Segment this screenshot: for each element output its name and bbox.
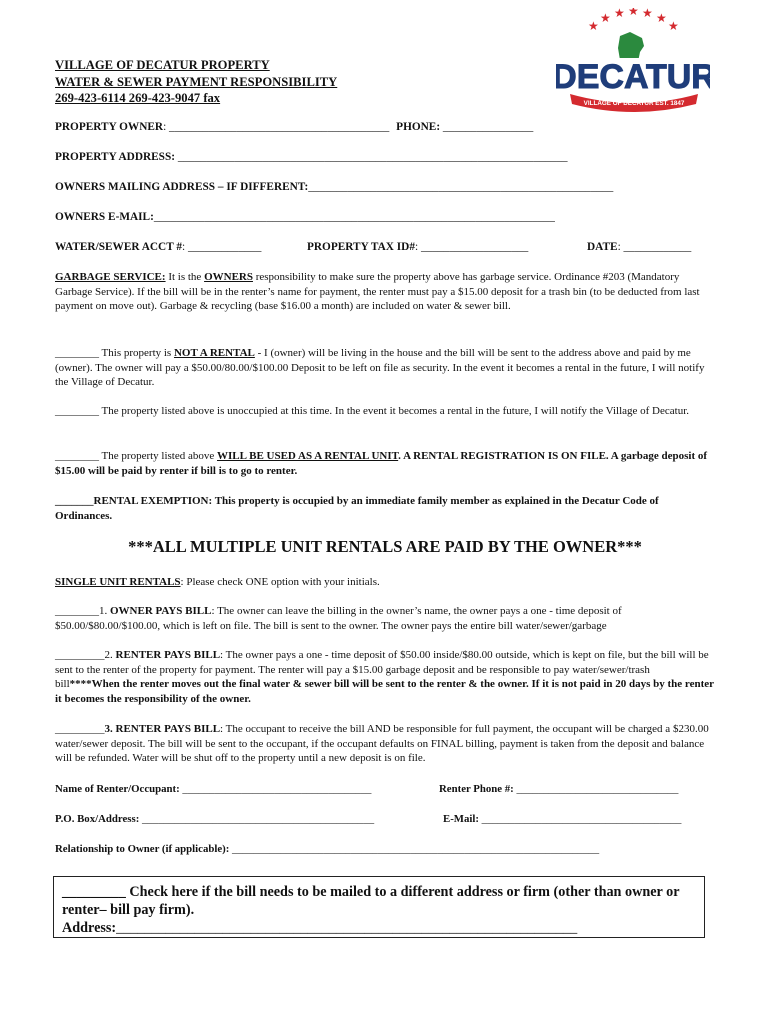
po-box-field[interactable]: ___________________________________________ — [139, 813, 375, 825]
acct-label: WATER/SEWER ACCT # — [55, 241, 183, 253]
svg-text:★: ★ — [614, 8, 625, 20]
date-field[interactable]: : ____________ — [617, 241, 692, 253]
email-row — [55, 211, 555, 223]
svg-text:★: ★ — [588, 19, 599, 33]
tax-id-label: PROPERTY TAX ID# — [307, 241, 415, 253]
option-3-title: RENTER PAYS BILL — [115, 723, 221, 735]
exemption-initials-field[interactable]: _______ — [55, 495, 94, 507]
property-address-label: PROPERTY ADDRESS: — [55, 151, 176, 163]
tax-row — [307, 241, 528, 253]
garbage-text-2: responsibility to make sure the property above has garbage service. Ordinance #203 (Mandatory Garbage Service). If the bill will be in the renter’s name for payment, the renter must pay a $15.00 deposit for a trash bin (to be deducted from last payment on move out). Garbage & recycling (base $16.00 a month) are included on water & sewer bill. — [55, 271, 700, 312]
alternate-address-field[interactable]: _________________________________________________________________ — [116, 920, 578, 936]
svg-text:★: ★ — [628, 8, 639, 18]
option-1-owner-pays — [55, 604, 717, 633]
single-unit-heading-row — [55, 575, 717, 590]
mailing-row — [55, 181, 613, 193]
mailing-address-label: OWNERS MAILING ADDRESS – IF DIFFERENT: — [55, 181, 309, 193]
owners-emphasis: OWNERS — [204, 271, 253, 283]
address-row — [55, 151, 568, 163]
garbage-heading: GARBAGE SERVICE: — [55, 271, 166, 283]
renter-phone-row — [439, 783, 678, 795]
owner-label: PROPERTY OWNER — [55, 121, 164, 133]
option-not-rental — [55, 346, 717, 390]
mailing-address-field[interactable]: ______________________________________________________ — [308, 181, 614, 193]
option-2-initials-field[interactable]: _________ — [55, 649, 105, 661]
svg-text:★: ★ — [642, 8, 653, 20]
date-label: DATE — [587, 241, 618, 253]
header-title: WATER & SEWER PAYMENT RESPONSIBILITY — [55, 74, 338, 89]
option-2-text: : The owner pays a one - time deposit of $50.00 inside/$80.00 outside, which is kept on file, but the bill will be sent to the renter of the property for payment. The renter will pay a $15.00 garbage deposit and be responsible to pay water/sewer/trash bill — [55, 649, 709, 690]
alternate-address-row — [62, 919, 704, 937]
option-2-title: RENTER PAYS BILL — [115, 649, 221, 661]
tax-id-field[interactable]: : ___________________ — [414, 241, 529, 253]
option-rental-unit — [55, 449, 717, 478]
relationship-label: Relationship to Owner (if applicable): — [55, 843, 230, 855]
date-row — [587, 241, 691, 253]
svg-text:★: ★ — [600, 11, 611, 25]
owner-email-field[interactable]: _______________________________________________________________________ — [153, 211, 555, 223]
single-unit-instruction: : Please check ONE option with your initials. — [180, 576, 380, 588]
acct-row — [55, 241, 261, 253]
not-rental-text-2: - I (owner) will be living in the house and the bill will be sent to the address above and paid by me (owner). The owner will pay a $50.00/80.00/$100.00 Deposit to be left on file as security. In the event it becomes a rental in the future, I will notify the Village of Decatur. — [55, 347, 705, 388]
po-box-row — [55, 813, 374, 825]
multiple-unit-banner: ***ALL MULTIPLE UNIT RENTALS ARE PAID BY THE OWNER*** — [128, 537, 642, 556]
property-address-field[interactable]: _____________________________________________________________________ — [175, 151, 568, 163]
option-3-text: : The occupant to receive the bill AND be responsible for full payment, the occupant will be charged a $230.00 water/sewer deposit. The bill will be sent to the occupant, if the occupant defaults on FINAL billing, payment is taken from the deposit and balance will be refunded. Water will be shut off to the property until a new deposit is on file. — [55, 723, 709, 764]
garbage-text-1: It is the — [165, 271, 205, 283]
acct-field[interactable]: : _____________ — [182, 241, 262, 253]
owner-field[interactable]: : _______________________________________ — [163, 121, 390, 133]
single-unit-heading: SINGLE UNIT RENTALS — [55, 576, 181, 588]
not-rental-emphasis: NOT A RENTAL — [173, 347, 255, 359]
owner-row — [55, 121, 533, 133]
renter-name-field[interactable]: ___________________________________ — [179, 783, 372, 795]
phone-label: PHONE: — [396, 121, 441, 133]
renter-phone-field[interactable]: ______________________________ — [513, 783, 679, 795]
renter-phone-label: Renter Phone #: — [439, 783, 514, 795]
option-3-initials-field[interactable]: _________ — [55, 723, 105, 735]
rental-unit-emphasis: WILL BE USED AS A RENTAL UNIT — [217, 450, 399, 462]
po-box-label: P.O. Box/Address: — [55, 813, 140, 825]
relationship-field[interactable]: ____________________________________________________________________ — [229, 843, 600, 855]
option-3-number: 3. — [104, 723, 116, 735]
renter-email-field[interactable]: _____________________________________ — [478, 813, 682, 825]
owner-email-label: OWNERS E-MAIL: — [55, 211, 154, 223]
decatur-seal-icon — [556, 8, 710, 112]
option-1-title: OWNER PAYS BILL — [110, 605, 212, 617]
renter-name-row — [55, 783, 371, 795]
phone-field[interactable]: ________________ — [440, 121, 534, 133]
svg-text:★: ★ — [668, 19, 679, 33]
renter-name-label: Name of Renter/Occupant: — [55, 783, 180, 795]
exemption-text: RENTAL EXEMPTION: This property is occupied by an immediate family member as explained in the Decatur Code of Ordinances. — [55, 495, 659, 522]
unoccupied-text: The property listed above is unoccupied at this time. In the event it becomes a rental in the future, I will notify the Village of Decatur. — [99, 405, 690, 417]
option-3-occupant-pays — [55, 722, 717, 766]
garbage-paragraph — [55, 270, 717, 314]
logo-name: DECATUR — [556, 58, 710, 96]
option-2-number: 2. — [104, 649, 116, 661]
rental-unit-text-1: The property listed above — [99, 450, 218, 462]
option-rental-exemption — [55, 494, 717, 523]
renter-email-label: E-Mail: — [443, 813, 479, 825]
option-1-number: 1. — [99, 605, 110, 617]
option-1-initials-field[interactable]: ________ — [55, 605, 99, 617]
document-header — [55, 57, 337, 107]
not-rental-text-1: This property is — [99, 347, 174, 359]
renter-email-row — [443, 813, 681, 825]
option-1-text: : The owner can leave the billing in the owner’s name, the owner pays a one - time deposit of $50.00/$80.00/$100.00, which is left on file. The bill is sent to the owner. The owner pays the entire bill water/sewer/garbage — [55, 605, 622, 632]
option-unoccupied — [55, 404, 717, 419]
alternate-mailing-box — [53, 876, 705, 938]
alternate-mailing-check-field[interactable]: _________ — [62, 884, 126, 900]
option-2-final-bill-note: ****When the renter moves out the final water & sewer bill will be sent to the renter & the owner. If it is not paid in 20 days by the renter it becomes the responsibility of the owner. — [55, 678, 714, 705]
alternate-mailing-instruction: Check here if the bill needs to be mailed to a different address or firm (other than owner or renter– bill pay firm). — [62, 884, 680, 918]
unoccupied-initials-field[interactable]: ________ — [55, 405, 99, 417]
option-2-renter-pays — [55, 648, 717, 706]
alternate-mailing-text — [62, 883, 704, 919]
decatur-logo — [556, 8, 710, 112]
rental-unit-initials-field[interactable]: ________ — [55, 450, 99, 462]
header-phones: 269-423-6114 269-423-9047 fax — [55, 91, 221, 105]
relationship-row — [55, 843, 599, 855]
alternate-address-label: Address: — [62, 920, 117, 936]
not-rental-initials-field[interactable]: ________ — [55, 347, 99, 359]
svg-text:★: ★ — [656, 11, 667, 25]
logo-ribbon: VILLAGE OF DECATUR EST. 1847 — [583, 100, 685, 107]
rental-unit-text-2: . A RENTAL REGISTRATION IS ON FILE. A garbage deposit of $15.00 will be paid by renter if bill is to go to renter. — [55, 450, 708, 477]
header-village: VILLAGE OF DECATUR PROPERTY — [55, 58, 270, 72]
